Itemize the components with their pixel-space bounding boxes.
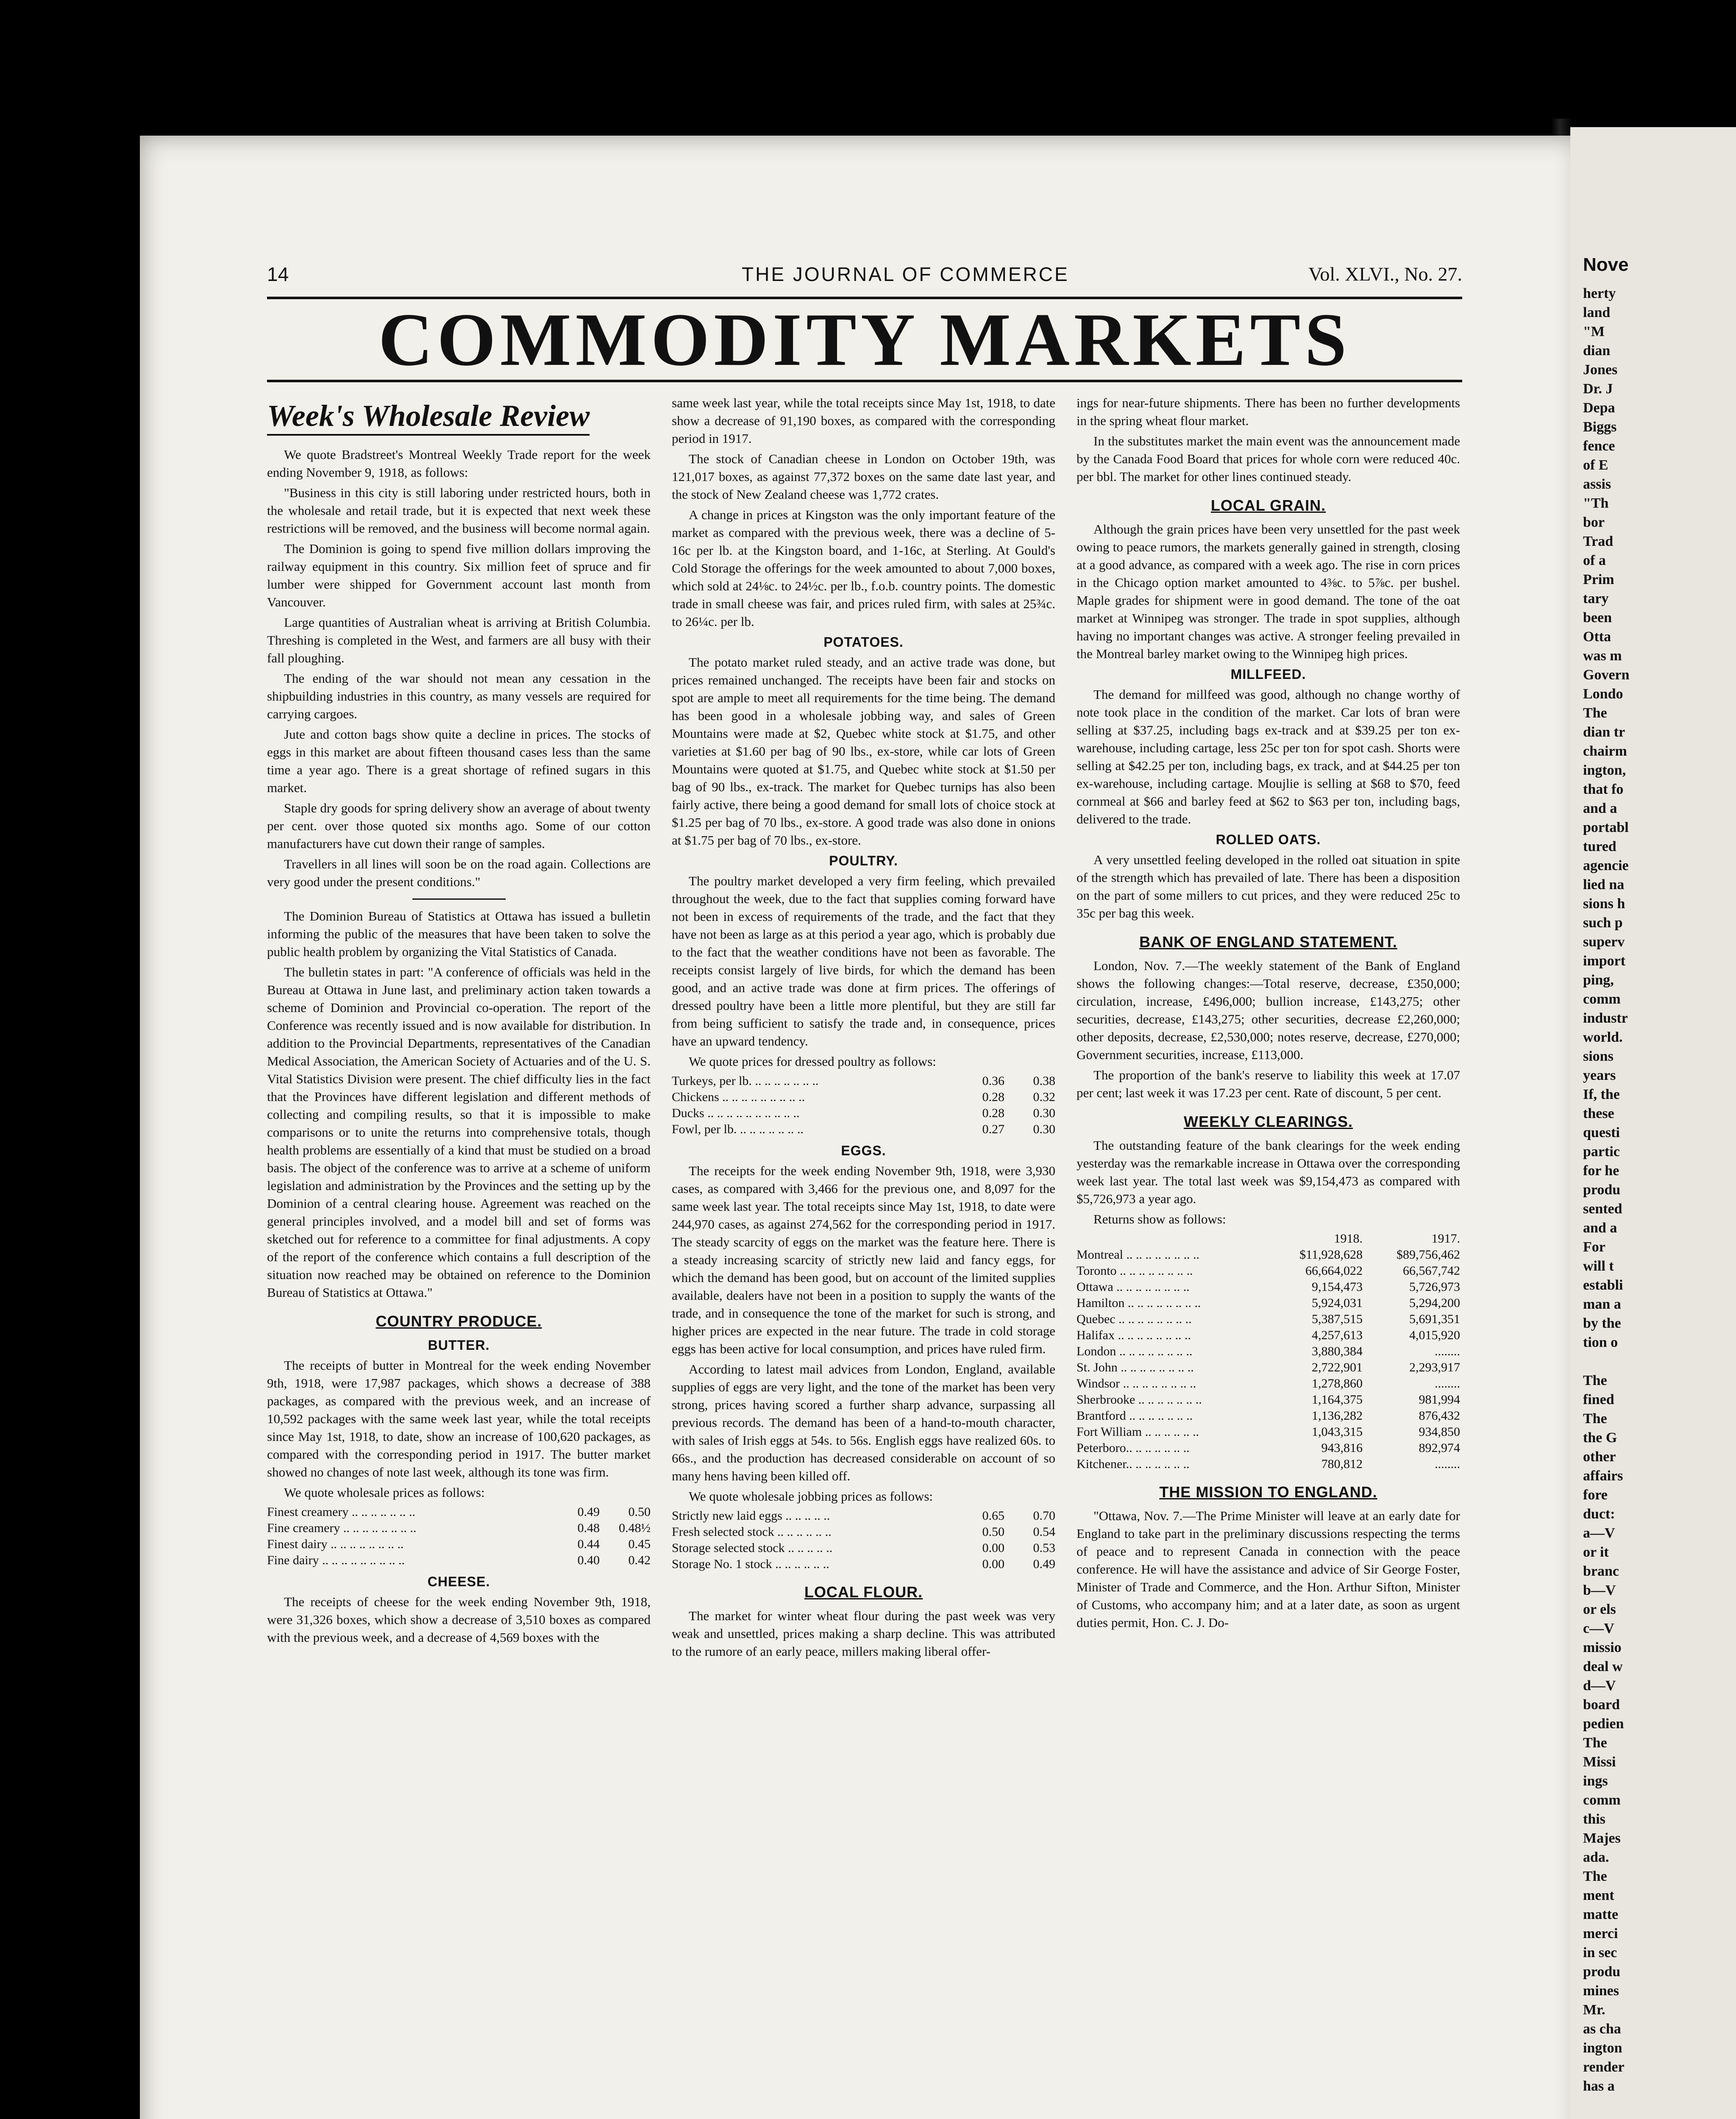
adjacent-page-text: [1570, 284, 1736, 2096]
table-row: [672, 1121, 1055, 1137]
paragraph: London, Nov. 7.—The weekly statement of the Bank of England shows the following changes:—Total reserve, decrease, £350,000; circulation, increase, £496,000; bullion increase, £143,275; other securities, decrease, £143,275; other securities, decrease £2,260,000; other deposits, decrease, £2,530,000; notes reserve, decrease, £270,000; Government securities, increase, £113,000.: [1077, 958, 1460, 1062]
divider: [412, 898, 506, 900]
clearing-city: Fort William .. .. .. .. .. ..: [1077, 1425, 1199, 1439]
clearing-value: 5,691,351: [1409, 1312, 1460, 1326]
adjacent-line: the G: [1583, 1430, 1617, 1446]
price-item: Chickens .. .. .. .. .. .. .. .. ..: [672, 1090, 805, 1104]
clearing-value: 5,387,515: [1312, 1312, 1363, 1326]
journal-name: THE JOURNAL OF COMMERCE: [742, 263, 1069, 285]
local-flour-heading: LOCAL FLOUR.: [804, 1583, 923, 1601]
adjacent-line: partic: [1583, 1144, 1620, 1160]
paragraph: We quote wholesale prices as follows:: [284, 1485, 485, 1500]
price-low: 0.28: [982, 1106, 1004, 1120]
paragraph: The Dominion Bureau of Statistics at Ottawa has issued a bulletin informing the public of the measures that have been taken to solve the public health problem by organizing the Vital Statistics of Canada.: [267, 909, 651, 959]
millfeed-heading: MILLFEED.: [1230, 667, 1306, 682]
column-2: [672, 394, 1055, 2119]
price-high: 0.38: [1033, 1074, 1055, 1088]
paragraph: We quote prices for dressed poultry as follows:: [689, 1054, 936, 1069]
clearing-city: London .. .. .. .. .. .. .. ..: [1077, 1344, 1193, 1358]
price-low: 0.49: [577, 1505, 600, 1519]
paragraph: A change in prices at Kingston was the only important feature of the market as compared with the previous week, there was a decline of 5-16c per lb. at the Kingston board, and 1-16c, at Sterling. At Gould's Cold Storage the offerings for the week amounted to about 7,000 boxes, which sold at 24⅛c. to 24½c. per lb., f.o.b. country points. The domestic trade in small cheese was fair, and prices ruled firm, with sales at 25¾c. to 26¼c. per lb.: [672, 507, 1055, 629]
adjacent-line: portabl: [1583, 820, 1629, 835]
adjacent-line: Mr.: [1583, 2002, 1605, 2018]
rolled-oats-heading: ROLLED OATS.: [1216, 832, 1321, 847]
adjacent-line: other: [1583, 1449, 1616, 1465]
adjacent-line: was m: [1583, 648, 1622, 664]
column-1: [267, 394, 651, 2119]
adjacent-line: The: [1583, 1869, 1607, 1884]
table-row: [1077, 1247, 1460, 1263]
adjacent-line: The: [1583, 1373, 1607, 1388]
adjacent-line: comm: [1583, 1792, 1621, 1808]
price-high: 0.53: [1033, 1541, 1055, 1555]
page-number: 14: [267, 263, 289, 285]
paragraph: The bulletin states in part: "A conference of officials was held in the Bureau at Ottawa in June last, and preliminary action taken towards a scheme of Dominion and Provincial co-operation. The report of the Conference was recently issued and is now available for distribution. In addition to the Provincial Departments, representatives of the Canadian Medical Association, the American Society of Actuaries and of the U. S. Vital Statistics Division were present. The chief difficulty lies in the fact that the Provinces have different legislation and different methods of collecting and compiling results, so that it is impossible to make comparisons or to unite the returns into comprehensive totals, though health problems are essentially of a kind that must be studied on a broad basis. The object of the conference was to arrive at a scheme of uniform legislation and administration by the Provinces and the setting up by the Dominion of a central clearing house. Agreement was reached on the general principles involved, and a model bill and set of forms was sketched out for reference to a committee for final adjustments. A copy of the report of the conference which contains a full description of the situation now reached may be obtained on reference to the Dominion Bureau of Statistics at Ottawa.": [267, 965, 651, 1300]
table-row: [1077, 1327, 1460, 1343]
price-high: 0.48½: [619, 1521, 651, 1535]
price-item: Turkeys, per lb. .. .. .. .. .. .. ..: [672, 1074, 819, 1088]
clearing-value: 9,154,473: [1312, 1280, 1363, 1294]
price-item: Finest creamery .. .. .. .. .. .. ..: [267, 1505, 415, 1519]
butter-price-table: [267, 1504, 651, 1568]
table-row: [672, 1073, 1055, 1089]
adjacent-line: industr: [1583, 1010, 1628, 1026]
price-high: 0.45: [628, 1537, 651, 1551]
price-high: 0.70: [1033, 1509, 1055, 1523]
adjacent-line: dian tr: [1583, 724, 1625, 740]
price-low: 0.28: [982, 1090, 1004, 1104]
table-row: [267, 1520, 651, 1536]
paragraph: Travellers in all lines will soon be on the road again. Collections are very good under the present conditions.": [267, 856, 651, 889]
adjacent-line: as cha: [1583, 2021, 1621, 2037]
price-low: 0.40: [577, 1553, 600, 1567]
adjacent-line: Otta: [1583, 629, 1611, 645]
paragraph: Returns show as follows:: [1093, 1212, 1226, 1226]
paragraph: "Ottawa, Nov. 7.—The Prime Minister will leave at an early date for England to take part in the preliminary discussions respecting the terms of peace and to represent Canada in connection with the peace conference. He will have the assistance and advice of Sir George Foster, Minister of Trade and Commerce, and the Hon. Arthur Sifton, Minister of Customs, who accompany him; and at a later date, as soon as urgent duties permit, Hon. C. J. Do-: [1077, 1508, 1460, 1630]
table-row: [267, 1504, 651, 1520]
adjacent-line: For: [1583, 1239, 1605, 1255]
clearing-city: Hamilton .. .. .. .. .. .. .. ..: [1077, 1296, 1201, 1310]
clearing-city: Ottawa .. .. .. .. .. .. .. ..: [1077, 1280, 1190, 1294]
clearing-city: Peterboro.. .. .. .. .. .. ..: [1077, 1441, 1190, 1455]
table-row: [1077, 1408, 1460, 1424]
adjacent-line: and a: [1583, 1220, 1617, 1236]
adjacent-line: [1570, 1352, 1736, 1371]
adjacent-line: a—V: [1583, 1525, 1615, 1541]
adjacent-line: sions: [1583, 1048, 1614, 1064]
year-header: 1917.: [1431, 1232, 1460, 1246]
paragraph: We quote Bradstreet's Montreal Weekly Trade report for the week ending November 9, 1918, as follows:: [267, 447, 651, 480]
adjacent-line: tary: [1583, 591, 1609, 606]
adjacent-line: will t: [1583, 1258, 1614, 1274]
clearing-city: Sherbrooke .. .. .. .. .. .. ..: [1077, 1393, 1202, 1407]
paragraph: We quote wholesale jobbing prices as follows:: [689, 1489, 933, 1504]
article-columns: [267, 394, 1462, 2119]
table-row: [1077, 1456, 1460, 1472]
adjacent-line: ada.: [1583, 1849, 1609, 1865]
cheese-heading: CHEESE.: [427, 1574, 490, 1589]
adjacent-line: Londo: [1583, 686, 1623, 702]
paragraph: Although the grain prices have been very unsettled for the past week owing to peace rumors, the markets generally gained in strength, closing at a good advance, as compared with a week ago. The rise in corn prices in the Chicago option market amounted to 4⅜c. to 5⅞c. per bushel. Maple grades for shipment were in good demand. The tone of the oat market at Winnipeg was stronger. The trade in spot supplies, although having no important changes was active. A stronger feeling prevailed in the Montreal barley market owing to the Winnipeg high prices.: [1077, 522, 1460, 661]
clearing-value: 5,294,200: [1409, 1296, 1460, 1310]
table-row: [672, 1524, 1055, 1540]
clearing-value: 934,850: [1419, 1425, 1460, 1439]
adjacent-line: man a: [1583, 1296, 1621, 1312]
adjacent-line: "Th: [1583, 495, 1609, 511]
clearing-value: 66,664,022: [1305, 1264, 1363, 1278]
adjacent-line: fore: [1583, 1487, 1608, 1503]
price-high: 0.50: [628, 1505, 651, 1519]
adjacent-line: has a: [1583, 2078, 1615, 2094]
price-low: 0.36: [982, 1074, 1004, 1088]
adjacent-line: Depa: [1583, 400, 1615, 416]
adjacent-line: d—V: [1583, 1678, 1616, 1694]
table-row: [672, 1089, 1055, 1105]
review-title: Week's Wholesale Review: [267, 398, 590, 436]
adjacent-line: assis: [1583, 476, 1611, 492]
clearing-value: 3,880,384: [1312, 1344, 1363, 1358]
clearing-city: Quebec .. .. .. .. .. .. .. ..: [1077, 1312, 1192, 1326]
adjacent-line: sions h: [1583, 896, 1625, 912]
mission-heading: THE MISSION TO ENGLAND.: [1159, 1483, 1377, 1501]
paragraph: The receipts for the week ending November 9th, 1918, were 3,930 cases, as compared with 3,466 for the previous one, and 8,097 for the same week last year. The total receipts since May 1st, 1918, to date were 244,970 cases, as against 274,562 for the corresponding period in 1917. The steady scarcity of eggs on the market was the feature here. There is a steady increasing scarcity of strictly new laid and fancy eggs, for which the demand has been good, but on account of the limited supplies available, dealers have not been in a position to supply the wants of the trade, and in consequence the tone of the market for such is strong, and higher prices are expected in the near future. The trade in cold storage eggs has been active for local consumption, and prices have ruled firm.: [672, 1163, 1055, 1356]
adjacent-line: or it: [1583, 1544, 1609, 1560]
adjacent-line: Biggs: [1583, 419, 1617, 435]
table-row: [1077, 1440, 1460, 1456]
paragraph: The ending of the war should not mean any cessation in the shipbuilding industries in this country, as many vessels are required for carrying cargoes.: [267, 671, 651, 721]
paragraph: Large quantities of Australian wheat is arriving at British Columbia. Threshing is completed in the West, and farmers are all busy with their fall ploughing.: [267, 615, 651, 665]
price-item: Storage selected stock .. .. .. .. ..: [672, 1541, 833, 1555]
paragraph: The proportion of the bank's reserve to liability this week at 17.07 per cent; last week it was 17.23 per cent. Rate of discount, 5 per cent.: [1077, 1068, 1460, 1100]
butter-heading: BUTTER.: [428, 1338, 490, 1353]
price-item: Finest dairy .. .. .. .. .. .. .. ..: [267, 1537, 404, 1551]
local-grain-heading: LOCAL GRAIN.: [1210, 497, 1326, 514]
table-row: [672, 1540, 1055, 1556]
clearing-value: $11,928,628: [1299, 1248, 1363, 1262]
price-low: 0.00: [982, 1557, 1004, 1571]
adjacent-line: ment: [1583, 1888, 1614, 1903]
clearing-value: 780,812: [1321, 1457, 1363, 1471]
adjacent-line: matte: [1583, 1907, 1619, 1922]
adjacent-line: of a: [1583, 553, 1606, 568]
adjacent-line: questi: [1583, 1125, 1620, 1140]
price-low: 0.44: [577, 1537, 600, 1551]
adjacent-line: lied na: [1583, 877, 1625, 893]
adjacent-line: that fo: [1583, 781, 1624, 797]
adjacent-line: bor: [1583, 514, 1605, 530]
price-item: Storage No. 1 stock .. .. .. .. .. ..: [672, 1557, 829, 1571]
adjacent-line: b—V: [1583, 1582, 1616, 1598]
paragraph: The poultry market developed a very firm feeling, which prevailed throughout the week, due to the fact that supplies coming forward have not been in excess of requirements of the trade, and the fact that they have not been as large as at this period a year ago, which is probably due to the fact that the weather conditions have not been as favorable. The receipts consist largely of live birds, for which the demand has been good, and an active trade was done at firm prices. The offerings of dressed poultry have been a little more plentiful, but they are still far from being sufficient to satisfy the trade and, in consequence, prices have an upward tendency.: [672, 873, 1055, 1048]
price-low: 0.48: [577, 1521, 600, 1535]
adjacent-line: for he: [1583, 1163, 1619, 1179]
paragraph: The demand for millfeed was good, although no change worthy of note took place in the condition of the market. Car lots of bran were selling at $37.25, including bags ex-track and at $39.25 per ton ex-warehouse, including cartage, less 25c per ton for spot cash. Shorts were selling at $42.25 per ton, including bags, ex track, and at $44.25 per ton ex-warehouse, including cartage. Moujlie is selling at $68 to $70, feed cornmeal at $66 and barley feed at $62 to $63 per ton, including bags, delivered to the trade.: [1077, 687, 1460, 826]
adjacent-line: "M: [1583, 324, 1605, 339]
price-low: 0.00: [982, 1541, 1004, 1555]
paragraph: "Business in this city is still laboring under restricted hours, both in the wholesale and retail trade, but it is expected that next week these restrictions will be removed, and the business will become normal again.: [267, 485, 651, 536]
adjacent-line: ping,: [1583, 972, 1614, 988]
adjacent-line: The: [1583, 1735, 1607, 1751]
volume-number: Vol. XLVI., No. 27.: [1308, 263, 1462, 285]
adjacent-line: duct:: [1583, 1506, 1615, 1522]
price-high: 0.30: [1033, 1106, 1055, 1120]
adjacent-line: deal w: [1583, 1659, 1623, 1674]
clearing-value: 4,015,920: [1409, 1328, 1460, 1342]
adjacent-line: sented: [1583, 1201, 1622, 1217]
price-low: 0.65: [982, 1509, 1004, 1523]
poultry-price-table: [672, 1073, 1055, 1137]
adjacent-line: and a: [1583, 801, 1617, 816]
adjacent-line: such p: [1583, 915, 1623, 931]
year-header: 1918.: [1334, 1232, 1363, 1246]
clearing-city: Kitchener.. .. .. .. .. .. ..: [1077, 1457, 1190, 1471]
adjacent-page-edge: [1570, 127, 1736, 2119]
adjacent-line: Prim: [1583, 572, 1614, 587]
running-head: [267, 263, 1462, 288]
table-row: [1077, 1311, 1460, 1327]
adjacent-line: affairs: [1583, 1468, 1623, 1484]
adjacent-line: fined: [1583, 1392, 1614, 1407]
clearing-value: 5,924,031: [1312, 1296, 1363, 1310]
clearing-city: Halifax .. .. .. .. .. .. .. ..: [1077, 1328, 1191, 1342]
table-row: [1077, 1295, 1460, 1311]
adjacent-line: tion o: [1583, 1335, 1618, 1350]
table-header-row: [1077, 1231, 1460, 1247]
price-high: 0.49: [1033, 1557, 1055, 1571]
adjacent-line: chairm: [1583, 743, 1627, 759]
adjacent-line: produ: [1583, 1964, 1621, 1980]
table-row: [1077, 1376, 1460, 1392]
clearings-table: [1077, 1231, 1460, 1472]
adjacent-line: dian: [1583, 343, 1611, 359]
adjacent-line: If, the: [1583, 1087, 1620, 1102]
adjacent-line: mines: [1583, 1983, 1619, 1999]
paragraph: The outstanding feature of the bank clearings for the week ending yesterday was the remarkable increase in Ottawa over the corresponding week last year. The total last week was $9,154,473 as compared with $5,726,973 a year ago.: [1077, 1138, 1460, 1206]
clearing-value: 5,726,973: [1409, 1280, 1460, 1294]
clearing-city: St. John .. .. .. .. .. .. .. ..: [1077, 1360, 1194, 1374]
price-item: Fresh selected stock .. .. .. .. .. ..: [672, 1525, 832, 1539]
table-row: [1077, 1392, 1460, 1408]
price-item: Fine dairy .. .. .. .. .. .. .. .. ..: [267, 1553, 405, 1567]
clearing-value: ........: [1435, 1344, 1460, 1358]
adjacent-page-header: Nove: [1583, 254, 1629, 275]
column-3: [1077, 394, 1460, 2119]
adjacent-line: c—V: [1583, 1621, 1614, 1636]
paragraph: The receipts of butter in Montreal for the week ending November 9th, 1918, were 17,987 packages, which shows a decrease of 388 packages, as compared with the previous week, and an increase of 10,592 packages with the same week last year, while the total receipts since May 1st, 1918, to date, show an increase of 100,620 packages, as compared with the corresponding period in 1917. The butter market showed no changes of note last week, although its tone was firm.: [267, 1358, 651, 1479]
paragraph: same week last year, while the total receipts since May 1st, 1918, to date show a decrease of 91,190 boxes, as compared with the corresponding period in 1917.: [672, 395, 1055, 446]
price-high: 0.32: [1033, 1090, 1055, 1104]
price-item: Ducks .. .. .. .. .. .. .. .. .. ..: [672, 1106, 800, 1120]
clearing-value: $89,756,462: [1397, 1248, 1460, 1262]
adjacent-line: superv: [1583, 934, 1625, 950]
clearing-value: 1,136,282: [1312, 1409, 1363, 1423]
adjacent-line: pedien: [1583, 1716, 1624, 1732]
clearing-value: 1,278,860: [1312, 1377, 1363, 1390]
adjacent-line: in sec: [1583, 1945, 1617, 1960]
price-high: 0.54: [1033, 1525, 1055, 1539]
adjacent-line: establi: [1583, 1277, 1623, 1293]
table-row: [1077, 1343, 1460, 1360]
price-low: 0.50: [982, 1525, 1004, 1539]
clearing-value: 876,432: [1419, 1409, 1460, 1423]
price-high: 0.30: [1033, 1122, 1055, 1136]
clearing-city: Brantford .. .. .. .. .. .. ..: [1077, 1409, 1193, 1423]
table-row: [1077, 1263, 1460, 1279]
adjacent-line: fence: [1583, 438, 1615, 454]
adjacent-line: merci: [1583, 1926, 1618, 1941]
adjacent-line: world.: [1583, 1029, 1623, 1045]
clearing-value: ........: [1435, 1377, 1460, 1390]
adjacent-line: The: [1583, 705, 1607, 721]
paragraph: A very unsettled feeling developed in the rolled oat situation in spite of the strength which has prevailed of late. There has been a disposition on the part of some millers to cut prices, and they were reduced 25c to 35c per bag this week.: [1077, 852, 1460, 920]
adjacent-line: Majes: [1583, 1830, 1621, 1846]
table-row: [1077, 1279, 1460, 1295]
adjacent-line: land: [1583, 305, 1611, 320]
price-item: Fowl, per lb. .. .. .. .. .. .. ..: [672, 1122, 804, 1136]
adjacent-line: agencie: [1583, 858, 1629, 873]
clearing-value: 981,994: [1419, 1393, 1460, 1407]
clearing-city: Toronto .. .. .. .. .. .. .. ..: [1077, 1264, 1193, 1278]
adjacent-line: herty: [1583, 286, 1616, 301]
adjacent-line: Dr. J: [1583, 381, 1613, 397]
table-row: [672, 1105, 1055, 1121]
adjacent-line: ington,: [1583, 762, 1626, 778]
table-row: [267, 1552, 651, 1568]
adjacent-line: import: [1583, 953, 1626, 969]
adjacent-line: these: [1583, 1106, 1614, 1121]
clearing-value: 1,043,315: [1312, 1425, 1363, 1439]
paragraph: According to latest mail advices from London, England, available supplies of eggs are very light, and the tone of the market has been very strong, prices having scored a further sharp advance, surpassing all previous records. The demand has been of a hand-to-mouth character, with sales of Irish eggs at 54s. to 56s. English eggs have realized 60s. to 66s., and the production has decreased considerable on account of so many hens having been killed off.: [672, 1362, 1055, 1483]
clearing-city: Montreal .. .. .. .. .. .. .. ..: [1077, 1248, 1199, 1262]
eggs-heading: EGGS.: [841, 1143, 886, 1158]
clearing-value: ........: [1435, 1457, 1460, 1471]
adjacent-line: or els: [1583, 1602, 1616, 1617]
adjacent-line: ings: [1583, 1773, 1608, 1789]
adjacent-line: Missi: [1583, 1754, 1616, 1770]
paragraph: The receipts of cheese for the week ending November 9th, 1918, were 31,326 boxes, which show a decrease of 3,510 boxes as compared with the previous week, and a decrease of 4,569 boxes with the: [267, 1594, 651, 1645]
country-produce-heading: COUNTRY PRODUCE.: [376, 1313, 542, 1330]
adjacent-line: board: [1583, 1697, 1620, 1713]
adjacent-line: render: [1583, 2059, 1625, 2075]
adjacent-line: Govern: [1583, 667, 1630, 683]
adjacent-line: produ: [1583, 1182, 1621, 1198]
adjacent-line: of E: [1583, 457, 1608, 473]
price-item: Fine creamery .. .. .. .. .. .. .. ..: [267, 1521, 417, 1535]
adjacent-line: ington: [1583, 2040, 1622, 2056]
weekly-clearings-heading: WEEKLY CLEARINGS.: [1183, 1113, 1353, 1130]
table-row: [1077, 1424, 1460, 1440]
paragraph: The market for winter wheat flour during the past week was very weak and unsettled, prices making a sharp decline. This was attributed to the rumore of an early peace, millers making liberal offer-: [672, 1608, 1055, 1659]
adjacent-line: this: [1583, 1811, 1605, 1827]
price-high: 0.42: [628, 1553, 651, 1567]
paragraph: The stock of Canadian cheese in London on October 19th, was 121,017 boxes, as against 77,372 boxes on the same date last year, and the stock of New Zealand cheese was 1,772 crates.: [672, 451, 1055, 502]
adjacent-line: Trad: [1583, 534, 1614, 549]
adjacent-line: tured: [1583, 839, 1616, 854]
adjacent-line: The: [1583, 1411, 1607, 1427]
clearing-value: 2,293,917: [1409, 1360, 1460, 1374]
price-item: Strictly new laid eggs .. .. .. .. ..: [672, 1509, 830, 1523]
paragraph: Jute and cotton bags show quite a decline in prices. The stocks of eggs in this market are about fifteen thousand cases less than the same time a year ago. There is a great shortage of refined sugars in this market.: [267, 727, 651, 795]
adjacent-line: comm: [1583, 991, 1621, 1007]
poultry-heading: POULTRY.: [829, 853, 898, 868]
potatoes-heading: POTATOES.: [823, 634, 904, 650]
paragraph: ings for near-future shipments. There has been no further developments in the spring wheat flour market.: [1077, 395, 1460, 428]
table-row: [672, 1556, 1055, 1572]
paragraph: Staple dry goods for spring delivery show an average of about twenty per cent. over those quoted six months ago. Some of our cotton manufacturers have cut down their range of samples.: [267, 801, 651, 851]
adjacent-line: missio: [1583, 1640, 1622, 1655]
price-low: 0.27: [982, 1122, 1004, 1136]
bank-of-england-heading: BANK OF ENGLAND STATEMENT.: [1139, 933, 1397, 951]
section-masthead: COMMODITY MARKETS: [267, 297, 1462, 382]
clearing-value: 892,974: [1419, 1441, 1460, 1455]
adjacent-line: by the: [1583, 1315, 1621, 1331]
clearing-value: 2,722,901: [1312, 1360, 1363, 1374]
table-row: [1077, 1360, 1460, 1376]
clearing-value: 4,257,613: [1312, 1328, 1363, 1342]
paragraph: In the substitutes market the main event was the announcement made by the Canada Food Board that prices for whole corn were reduced 40c. per bbl. The market for other lines continued steady.: [1077, 434, 1460, 484]
clearing-value: 66,567,742: [1403, 1264, 1460, 1278]
paragraph: The Dominion is going to spend five million dollars improving the railway equipment in this country. Six million feet of spruce and fir lumber were shipped for Government account last month from Vancouver.: [267, 541, 651, 609]
clearing-city: Windsor .. .. .. .. .. .. .. ..: [1077, 1377, 1196, 1390]
newspaper-page: [140, 136, 1581, 2119]
adjacent-line: branc: [1583, 1563, 1619, 1579]
paragraph: The potato market ruled steady, and an active trade was done, but prices remained unchanged. The receipts have been fair and stocks on spot are ample to meet all requirements for the time being. The demand has been good in a wholesale jobbing way, and sales of Green Mountains were made at $2, Quebec white stock at $1.75, and other varieties at $1.60 per bag of 90 lbs., ex-store, while car lots of Green Mountains were quoted at $1.75, and Quebec white stock at $1.50 per bag of 90 lbs., ex-track. The market for Quebec turnips has also been fairly active, there being a good demand for small lots of choice stock at $1.25 per bag of 70 lbs., ex-store. A good trade was also done in onions at $1.75 per bag of 70 lbs., ex-store.: [672, 655, 1055, 848]
egg-price-table: [672, 1508, 1055, 1572]
clearing-value: 1,164,375: [1312, 1393, 1363, 1407]
adjacent-line: been: [1583, 610, 1612, 626]
table-row: [267, 1536, 651, 1552]
adjacent-line: Jones: [1583, 362, 1618, 378]
clearing-value: 943,816: [1321, 1441, 1363, 1455]
table-row: [672, 1508, 1055, 1524]
adjacent-line: years: [1583, 1068, 1616, 1083]
